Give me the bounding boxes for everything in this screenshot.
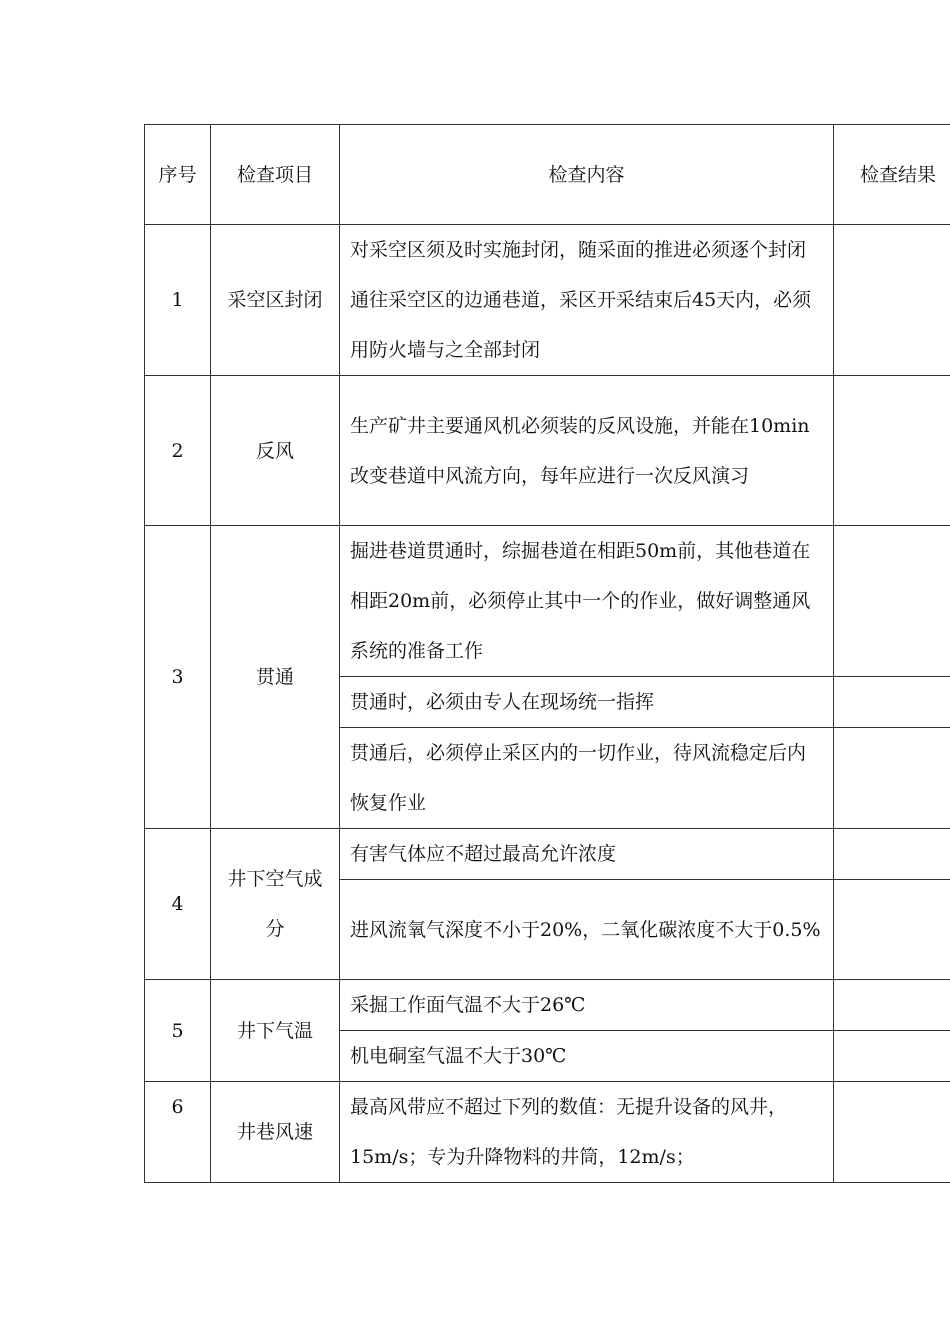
inspection-table [144,124,950,1183]
row-content: 贯通时，必须由专人在现场统一指挥 [340,677,834,728]
row-result-cell[interactable] [834,829,950,880]
row-content: 进风流氧气深度不小于20%，二氧化碳浓度不大于0.5% [340,880,834,980]
row-result-cell[interactable] [834,677,950,728]
row-result-cell[interactable] [834,526,950,677]
row-item: 贯通 [211,526,340,829]
row-item: 井下气温 [211,980,340,1082]
table-header-row [145,125,950,225]
row-result-cell[interactable] [834,1082,950,1183]
row-result-cell[interactable] [834,376,950,526]
table-row [145,225,950,376]
row-item: 井巷风速 [211,1082,340,1183]
table-row [145,376,950,526]
row-no: 2 [145,376,211,526]
row-result-cell[interactable] [834,728,950,829]
table-row [145,829,950,880]
row-no: 5 [145,980,211,1082]
row-no: 6 [145,1082,211,1183]
header-item: 检查项目 [211,125,340,225]
row-content: 采掘工作面气温不大于26℃ [340,980,834,1031]
row-no: 1 [145,225,211,376]
header-content: 检查内容 [340,125,834,225]
row-no: 4 [145,829,211,980]
row-result-cell[interactable] [834,980,950,1031]
table-row [145,526,950,677]
header-result: 检查结果 [834,125,950,225]
row-result-cell[interactable] [834,880,950,980]
table-row [145,1082,950,1183]
header-no: 序号 [145,125,211,225]
row-item: 反风 [211,376,340,526]
row-content: 最高风带应不超过下列的数值：无提升设备的风井，15m/s；专为升降物料的井筒，12m/s； [340,1082,834,1183]
table-row [145,980,950,1031]
row-content: 掘进巷道贯通时，综掘巷道在相距50m前，其他巷道在相距20m前，必须停止其中一个的作业，做好调整通风系统的准备工作 [340,526,834,677]
row-content: 贯通后，必须停止采区内的一切作业，待风流稳定后内恢复作业 [340,728,834,829]
row-result-cell[interactable] [834,225,950,376]
row-no: 3 [145,526,211,829]
row-content: 对采空区须及时实施封闭，随采面的推进必须逐个封闭通往采空区的边通巷道，采区开采结束后45天内，必须用防火墙与之全部封闭 [340,225,834,376]
row-content: 有害气体应不超过最高允许浓度 [340,829,834,880]
row-result-cell[interactable] [834,1031,950,1082]
row-item: 井下空气成分 [211,829,340,980]
row-item: 采空区封闭 [211,225,340,376]
row-content: 生产矿井主要通风机必须装的反风设施，并能在10min改变巷道中风流方向，每年应进行一次反风演习 [340,376,834,526]
row-content: 机电硐室气温不大于30℃ [340,1031,834,1082]
